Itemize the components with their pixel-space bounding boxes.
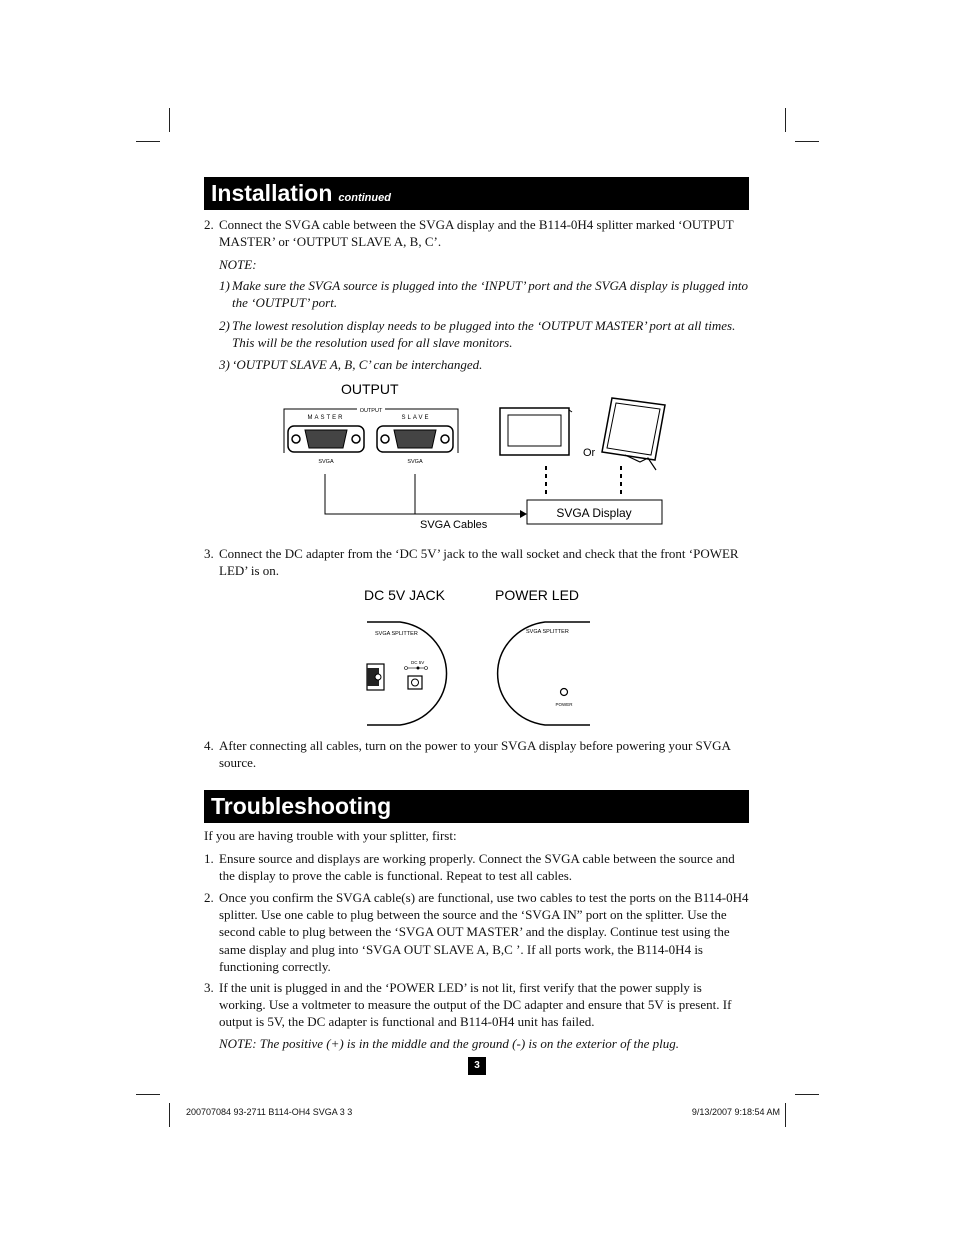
step-2 (204, 216, 749, 250)
step-number: 4. (204, 738, 214, 753)
troubleshooting-item (204, 889, 749, 975)
svga-port-icon (288, 426, 364, 452)
crop-mark (785, 1103, 786, 1127)
crop-mark (136, 141, 160, 142)
note-item (219, 317, 749, 351)
note-text: ‘OUTPUT SLAVE A, B, C’ can be interchanged. (232, 357, 483, 372)
troubleshooting-title: Troubleshooting (211, 793, 392, 819)
troubleshooting-item (204, 979, 749, 1031)
output-title: OUTPUT (341, 381, 399, 397)
cables-label: SVGA Cables (420, 519, 488, 531)
note-number: 1) (219, 278, 230, 293)
step-text: Connect the DC adapter from the ‘DC 5V’ jack to the wall socket and check that the front ‘POWER LED’ is on. (219, 546, 739, 579)
port2-label: SVGA (407, 459, 423, 465)
splitter-label-left: SVGA SPLITTER (375, 631, 418, 637)
power-label: POWER (555, 702, 573, 707)
dc-jack-icon (408, 676, 422, 689)
note-item (219, 277, 749, 311)
cable-line (325, 474, 520, 514)
troubleshooting-header (204, 790, 749, 823)
step-number: 2. (204, 217, 214, 232)
installation-title: Installation (211, 180, 333, 206)
note-number: 3) (219, 357, 230, 372)
crop-mark (169, 108, 170, 132)
note-text: Make sure the SVGA source is plugged into the ‘INPUT’ port and the SVGA display is plugged into the ‘OUTPUT’ port. (232, 278, 748, 311)
connector-icon (367, 664, 384, 690)
power-diagram (355, 580, 600, 730)
note-label: NOTE: (219, 257, 257, 272)
arrow-icon (520, 510, 527, 518)
step-4 (204, 737, 749, 771)
troubleshooting-intro: If you are having trouble with your splitter, first: (204, 828, 457, 843)
note-item (219, 356, 749, 373)
footer-left: 200707084 93-2711 B114-OH4 SVGA 3 3 (186, 1107, 353, 1117)
dc-5v-label: DC 5V (411, 660, 425, 665)
output-connection-diagram (270, 378, 690, 533)
installation-subtitle: continued (338, 192, 391, 204)
item-number: 1. (204, 851, 214, 866)
step-number: 3. (204, 546, 214, 561)
footer-right: 9/13/2007 9:18:54 AM (691, 1107, 780, 1117)
crop-mark (795, 141, 819, 142)
crop-mark (795, 1094, 819, 1095)
note-text: The lowest resolution display needs to be plugged into the ‘OUTPUT MASTER’ port at all times. This will be the resolution used for all slave monitors. (232, 318, 736, 351)
crt-monitor-icon (500, 408, 572, 455)
or-label: Or (583, 447, 596, 459)
troubleshooting-note: NOTE: The positive (+) is in the middle and the ground (-) is on the exterior of the plug. (219, 1036, 679, 1051)
crop-mark (785, 108, 786, 132)
master-label: MASTER (307, 415, 345, 421)
splitter-label-right: SVGA SPLITTER (526, 629, 569, 635)
troubleshooting-item (204, 850, 749, 884)
item-number: 2. (204, 890, 214, 905)
step-text: After connecting all cables, turn on the power to your SVGA display before powering your SVGA source. (219, 738, 731, 771)
polarity-icon (405, 667, 428, 670)
note-number: 2) (219, 318, 230, 333)
crop-mark (136, 1094, 160, 1095)
item-text: If the unit is plugged in and the ‘POWER LED’ is not lit, first verify that the power supply is working. Use a voltmeter to measure the output of the DC adapter and ensure that 5V is present. If output is 5V, the DC adapter is functional and B114-0H4 unit has failed. (219, 980, 732, 1030)
item-text: Ensure source and displays are working properly. Connect the SVGA cable between the source and the display to prove the cable is functional. Repeat to test all cables. (219, 851, 735, 884)
step-3 (204, 545, 749, 579)
crop-mark (169, 1103, 170, 1127)
splitter-outline (498, 622, 590, 725)
port1-label: SVGA (318, 459, 334, 465)
panel-output-label: OUTPUT (359, 408, 383, 414)
dc-jack-title: DC 5V JACK (364, 587, 445, 603)
svga-port-icon (377, 426, 453, 452)
power-led-title: POWER LED (495, 587, 580, 603)
display-label: SVGA Display (556, 506, 632, 520)
lcd-monitor-icon (602, 398, 665, 470)
slave-label: SLAVE (401, 415, 431, 421)
item-number: 3. (204, 980, 214, 995)
item-text: Once you confirm the SVGA cable(s) are functional, use two cables to test the ports on the B114-0H4 splitter. Use one cable to plug between the source and the ‘SVGA IN” port on the splitter. Use the second cable to plug between the ‘SVGA OUT MASTER’ and the display. Continue test using the same display and plug into ‘SVGA OUT SLAVE A, B,C ’. If all ports work, the B114-0H4 is functioning correctly. (219, 890, 749, 974)
page-number: 3 (468, 1057, 486, 1075)
installation-header (204, 177, 749, 210)
power-led-icon (561, 689, 568, 696)
step-text: Connect the SVGA cable between the SVGA display and the B114-0H4 splitter marked ‘OUTPUT MASTER’ or ‘OUTPUT SLAVE A, B, C’. (219, 217, 734, 250)
